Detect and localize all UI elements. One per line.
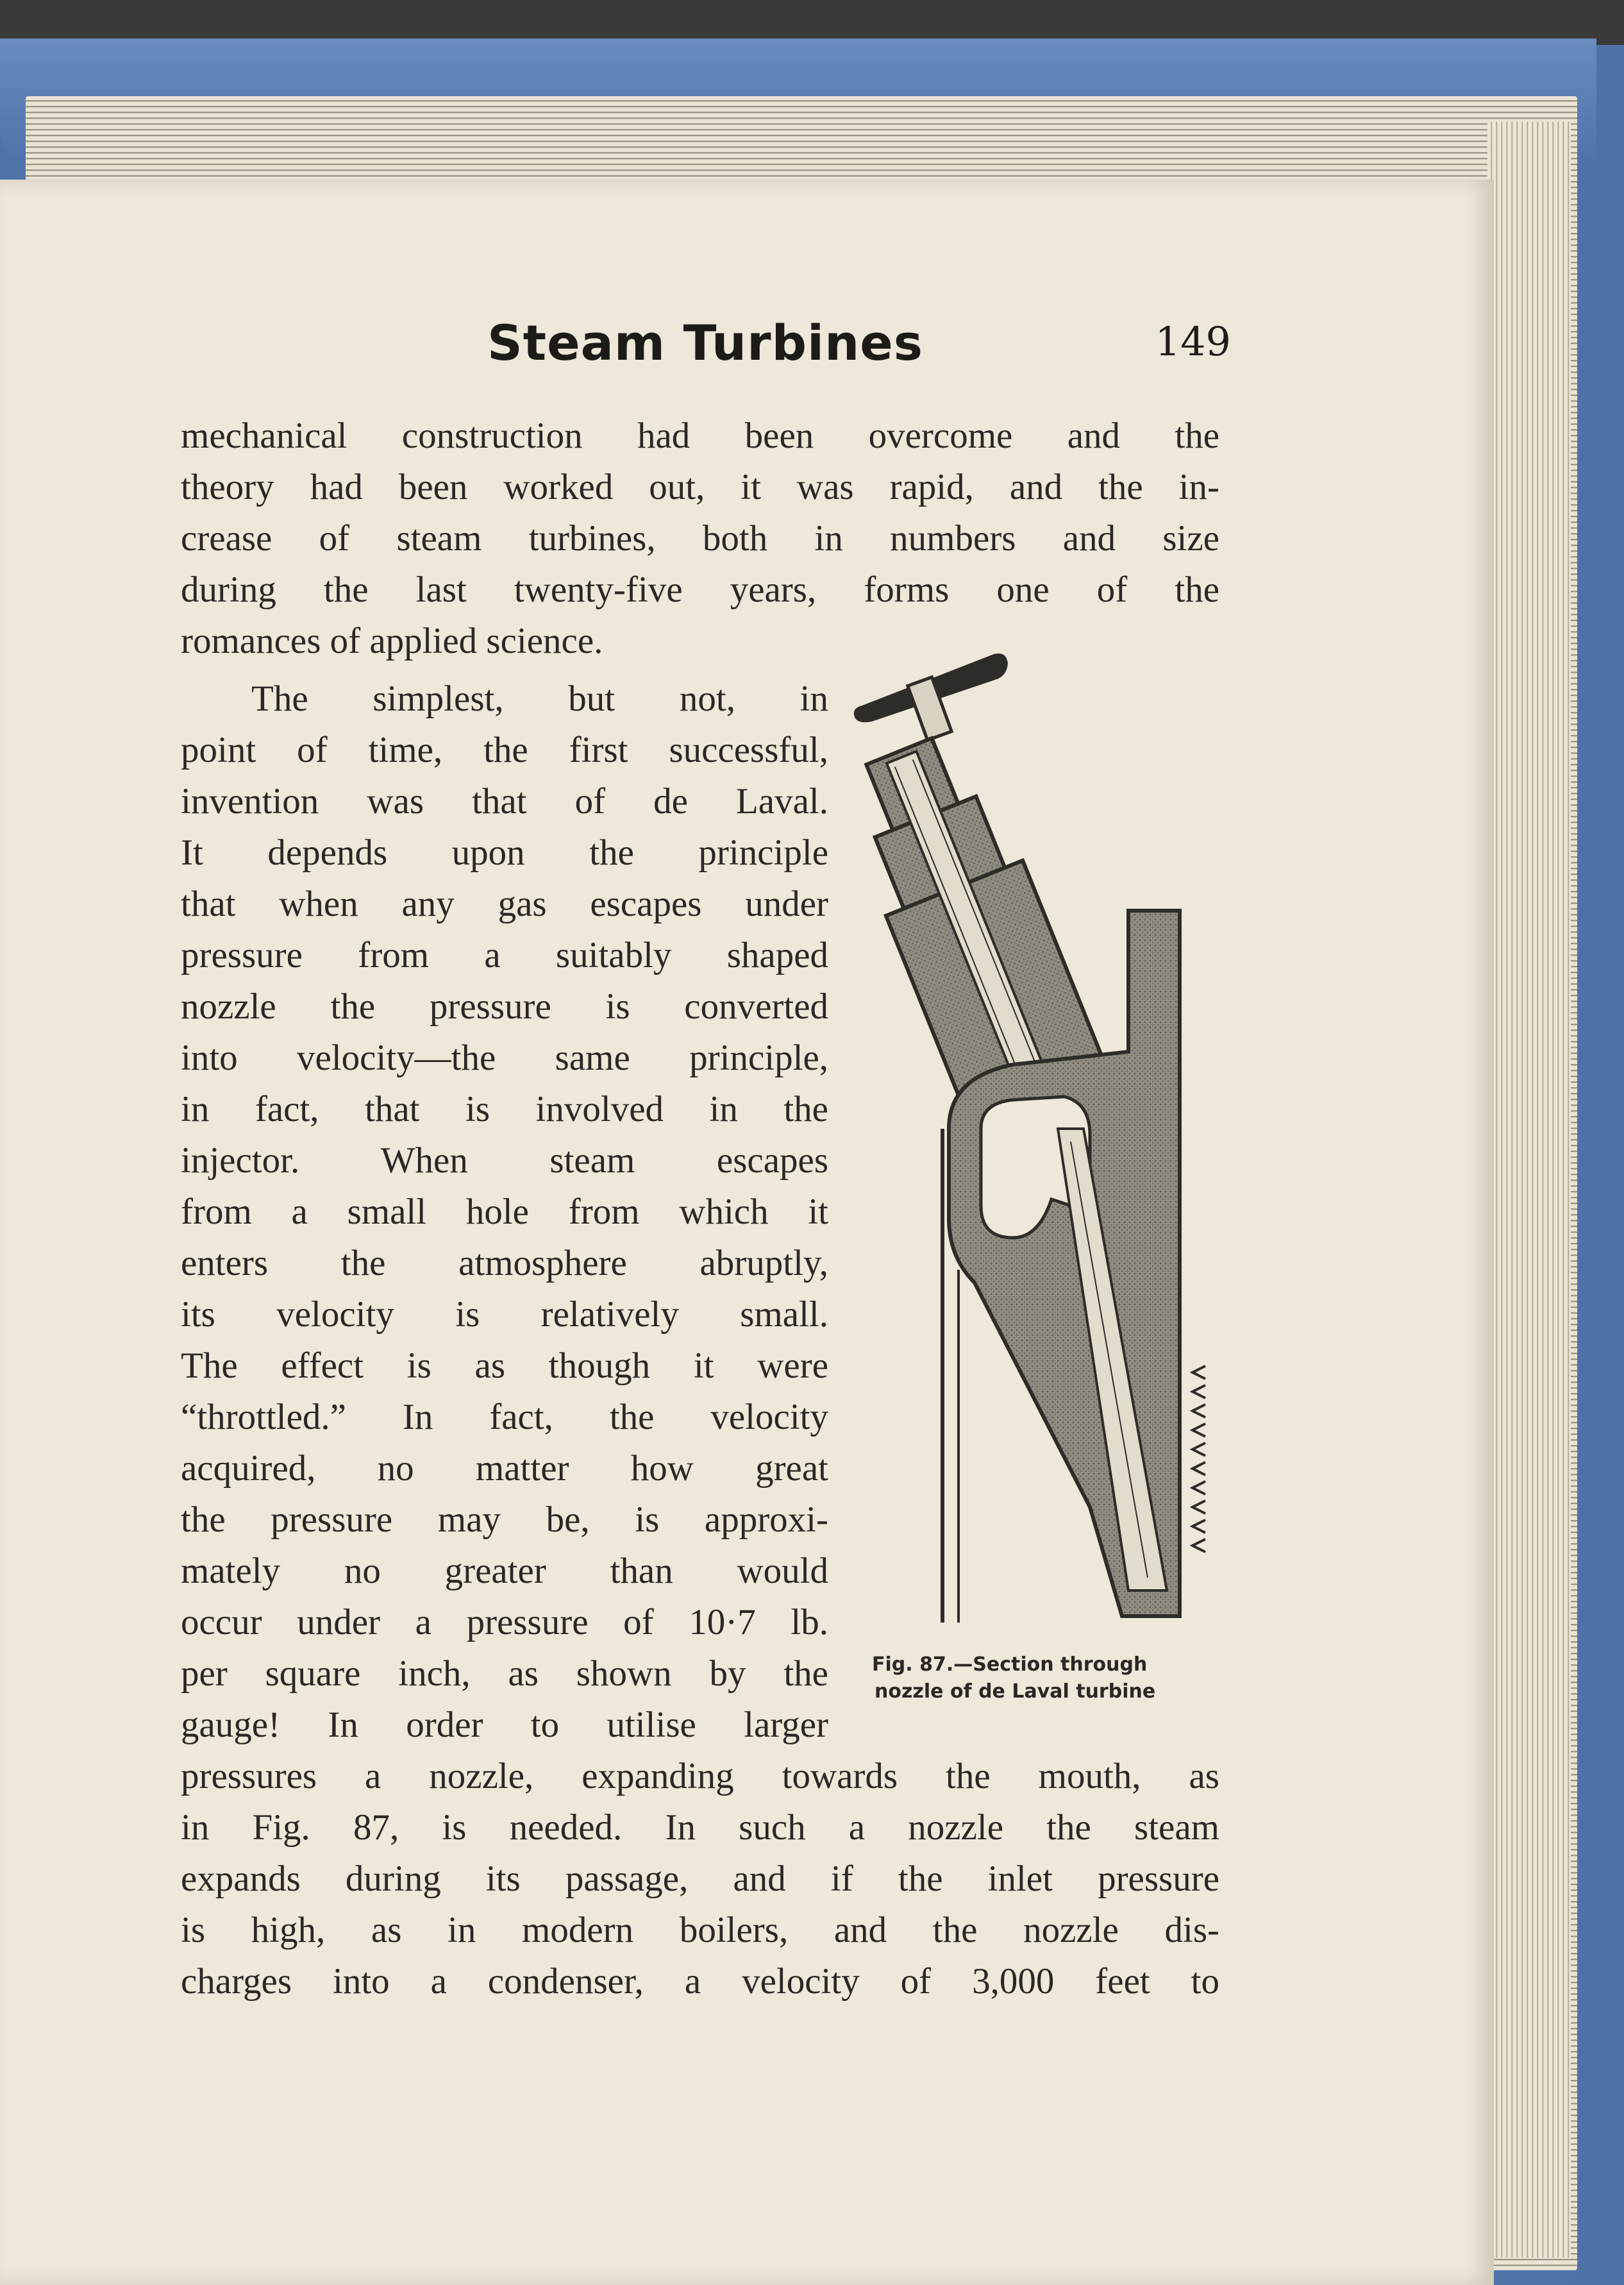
text-line: injector. When steam escapes	[181, 1140, 828, 1181]
text-line: its velocity is relatively small.	[181, 1294, 828, 1335]
text-line: pressure from a suitably shaped	[181, 935, 828, 975]
valve-handle-icon	[854, 653, 1008, 740]
text-line: mately no greater than would	[181, 1551, 828, 1591]
text-line: theory had been worked out, it was rapid, and the in-	[181, 467, 1219, 507]
text-line: that when any gas escapes under	[181, 884, 828, 924]
text-line: in Fig. 87, is needed. In such a nozzle the steam	[181, 1807, 1219, 1848]
page-number: 149	[1155, 318, 1231, 365]
text-line: from a small hole from which it	[181, 1192, 828, 1232]
running-head	[180, 314, 1231, 391]
text-line: during the last twenty-five years, forms one of the	[181, 569, 1219, 610]
text-line: The simplest, but not, in	[251, 679, 828, 719]
page-fore-edge	[1487, 122, 1571, 2257]
caption-line: Fig. 87.—Section through	[872, 1653, 1148, 1676]
page-title: Steam Turbines	[487, 314, 923, 371]
text-line: “throttled.” In fact, the velocity	[181, 1397, 828, 1437]
text-line: pressures a nozzle, expanding towards the mouth, as	[181, 1756, 1219, 1796]
text-line: mechanical construction had been overcome and the	[181, 416, 1219, 456]
text-line: The effect is as though it were	[181, 1345, 828, 1386]
nozzle-section-figure	[846, 641, 1244, 1642]
text-line: charges into a condenser, a velocity of 3,000 feet to	[181, 1961, 1219, 2002]
text-line: the pressure may be, is approxi-	[181, 1499, 828, 1540]
text-line: nozzle the pressure is converted	[181, 986, 828, 1027]
text-line: enters the atmosphere abruptly,	[181, 1243, 828, 1283]
steam-jet-icon	[1193, 1366, 1205, 1552]
text-line: expands during its passage, and if the inlet pressure	[181, 1859, 1219, 1899]
text-line: romances of applied science.	[181, 621, 603, 661]
text-line: into velocity—the same principle,	[181, 1038, 828, 1078]
text-line: acquired, no matter how great	[181, 1448, 828, 1488]
caption-line: nozzle of de Laval turbine	[875, 1680, 1156, 1703]
text-line: occur under a pressure of 10·7 lb.	[181, 1602, 828, 1642]
text-line: It depends upon the principle	[181, 832, 828, 873]
text-line: crease of steam turbines, both in numbers and size	[181, 518, 1219, 559]
text-line: invention was that of de Laval.	[181, 781, 828, 822]
text-line: is high, as in modern boilers, and the nozzle dis-	[181, 1910, 1219, 1950]
figure-caption	[872, 1651, 1231, 1705]
text-line: point of time, the first successful,	[181, 730, 828, 770]
text-line: in fact, that is involved in the	[181, 1089, 828, 1129]
text-line: gauge! In order to utilise larger	[181, 1705, 828, 1745]
text-line: per square inch, as shown by the	[181, 1653, 828, 1694]
